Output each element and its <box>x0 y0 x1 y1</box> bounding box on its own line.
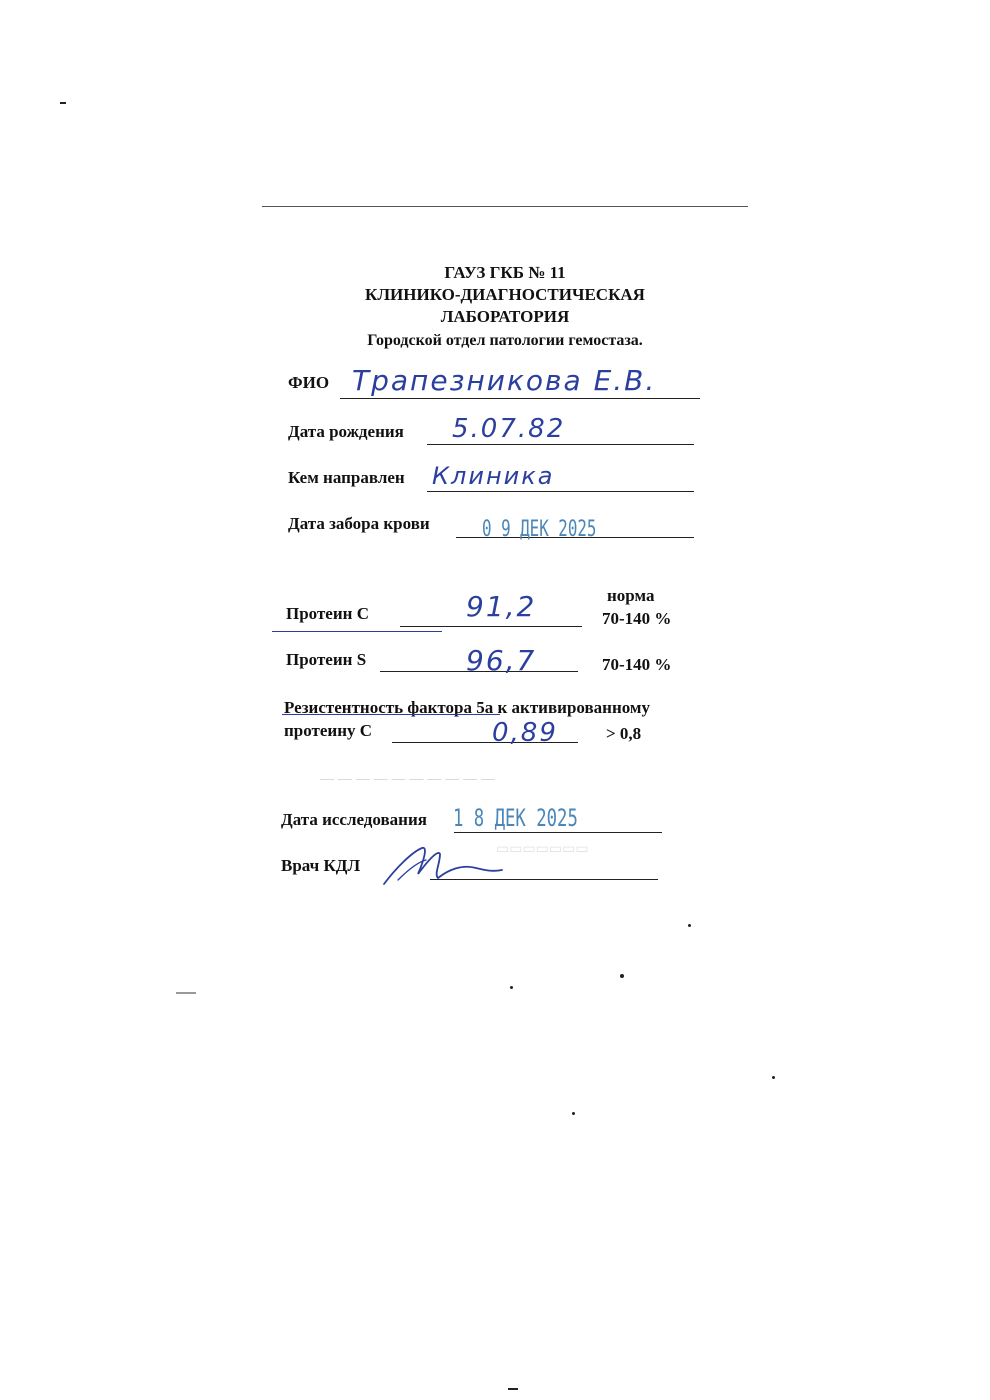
study-date-underline <box>454 832 662 833</box>
apc-ink-mark <box>282 714 500 715</box>
study-date-stamp: 1 8 ДЕК 2025 <box>453 804 578 832</box>
speck <box>620 974 624 978</box>
dob-value: 5.07.82 <box>452 414 566 444</box>
protein-c-ink-mark <box>272 631 442 632</box>
bleed-through-text: — — — — — — — — — — <box>320 770 496 786</box>
speck <box>508 1388 518 1390</box>
speck <box>572 1112 575 1115</box>
apc-norm: > 0,8 <box>606 724 642 743</box>
protein-c-value: 91,2 <box>466 590 537 623</box>
lab-name-line1: КЛИНИКО-ДИАГНОСТИЧЕСКАЯ <box>365 285 645 304</box>
referred-underline <box>427 491 694 492</box>
protein-s-value: 96,7 <box>466 644 537 677</box>
apc-label-line2: протеину С <box>284 721 373 740</box>
lab-name-line2: ЛАБОРАТОРИЯ <box>440 307 570 326</box>
sample-date-label: Дата забора крови <box>288 514 430 533</box>
dob-label: Дата рождения <box>288 422 404 441</box>
protein-c-norm: 70-140 % <box>602 609 672 628</box>
speck <box>176 992 196 994</box>
fio-value: Трапезникова Е.В. <box>352 364 657 397</box>
top-divider <box>262 206 748 207</box>
referred-label: Кем направлен <box>288 468 405 487</box>
org-name: ГАУЗ ГКБ № 11 <box>444 263 566 282</box>
document-header <box>300 262 710 352</box>
apc-value: 0,89 <box>492 718 558 748</box>
norm-header: норма <box>607 586 655 605</box>
dob-underline <box>427 444 694 445</box>
protein-c-underline <box>400 626 582 627</box>
speck <box>60 102 66 104</box>
faint-stamp-trace: ▭▭▭▭▭▭▭ <box>496 840 589 856</box>
doctor-label: Врач КДЛ <box>281 856 361 875</box>
speck <box>510 986 513 989</box>
speck <box>688 924 691 927</box>
protein-c-label: Протеин С <box>286 604 369 623</box>
referred-value: Клиника <box>432 462 555 490</box>
study-date-label: Дата исследования <box>281 810 427 829</box>
fio-underline <box>340 398 700 399</box>
fio-label: ФИО <box>288 373 330 392</box>
protein-s-norm: 70-140 % <box>602 655 672 674</box>
doctor-signature <box>378 840 508 892</box>
protein-s-label: Протеин S <box>286 650 367 669</box>
department-name: Городской отдел патологии гемостаза. <box>367 332 643 349</box>
sample-date-stamp: 0 9 ДЕК 2025 <box>482 517 597 542</box>
apc-label-line1: Резистентность фактора 5а к активированному <box>284 698 651 717</box>
speck <box>772 1076 775 1079</box>
